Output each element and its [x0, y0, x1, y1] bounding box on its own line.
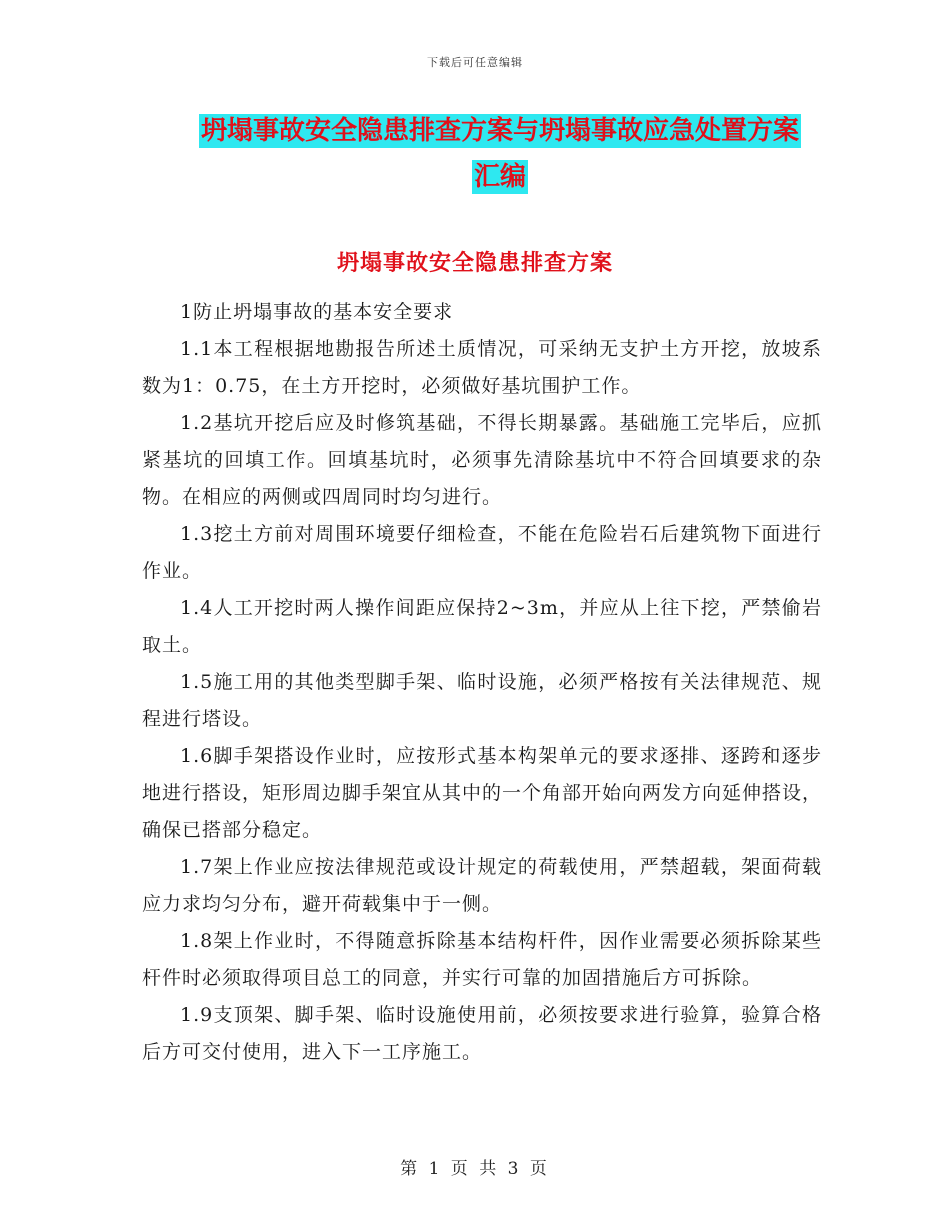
- document-title: [130, 108, 870, 200]
- paragraph: 1.2基坑开挖后应及时修筑基础，不得长期暴露。基础施工完毕后，应抓紧基坑的回填工作。回填基坑时，必须事先清除基坑中不符合回填要求的杂物。在相应的两侧或四周同时均匀进行。: [142, 412, 822, 508]
- paragraph: 1.5施工用的其他类型脚手架、临时设施，必须严格按有关法律规范、规程进行塔设。: [142, 671, 822, 730]
- paragraph: 1.4人工开挖时两人操作间距应保持2~3m，并应从上往下挖，严禁偷岩取土。: [142, 597, 822, 656]
- paragraph: 1.1本工程根据地勘报告所述土质情况，可采纳无支护土方开挖，放坡系数为1：0.75，在土方开挖时，必须做好基坑围护工作。: [142, 338, 822, 397]
- document-title-line-1: 坍塌事故安全隐患排查方案与坍塌事故应急处置方案: [200, 116, 799, 146]
- paragraph: 1.6脚手架搭设作业时，应按形式基本构架单元的要求逐排、逐跨和逐步地进行搭设，矩形周边脚手架宜从其中的一个角部开始向两发方向延伸搭设，确保已搭部分稳定。: [142, 745, 823, 841]
- paragraph: 1.7架上作业应按法律规范或设计规定的荷载使用，严禁超载，架面荷载应力求均匀分布，避开荷载集中于一侧。: [142, 856, 822, 915]
- section-title: 坍塌事故安全隐患排查方案: [336, 251, 613, 276]
- document-body: [142, 294, 822, 1071]
- paragraph: 1.8架上作业时，不得随意拆除基本结构杆件，因作业需要必须拆除某些杆件时必须取得项目总工的同意，并实行可靠的加固措施后方可拆除。: [142, 930, 822, 989]
- page-header-note: 下载后可任意编辑: [427, 56, 523, 69]
- page-number: 第 1 页 共 3 页: [400, 1159, 550, 1179]
- paragraph: 1.9支顶架、脚手架、临时设施使用前，必须按要求进行验算，验算合格后方可交付使用，进入下一工序施工。: [142, 1004, 822, 1063]
- paragraph: 1.3挖土方前对周围环境要仔细检查，不能在危险岩石后建筑物下面进行作业。: [142, 523, 822, 582]
- document-title-line-2: 汇编: [473, 162, 526, 192]
- paragraph-heading: 1防止坍塌事故的基本安全要求: [180, 301, 454, 323]
